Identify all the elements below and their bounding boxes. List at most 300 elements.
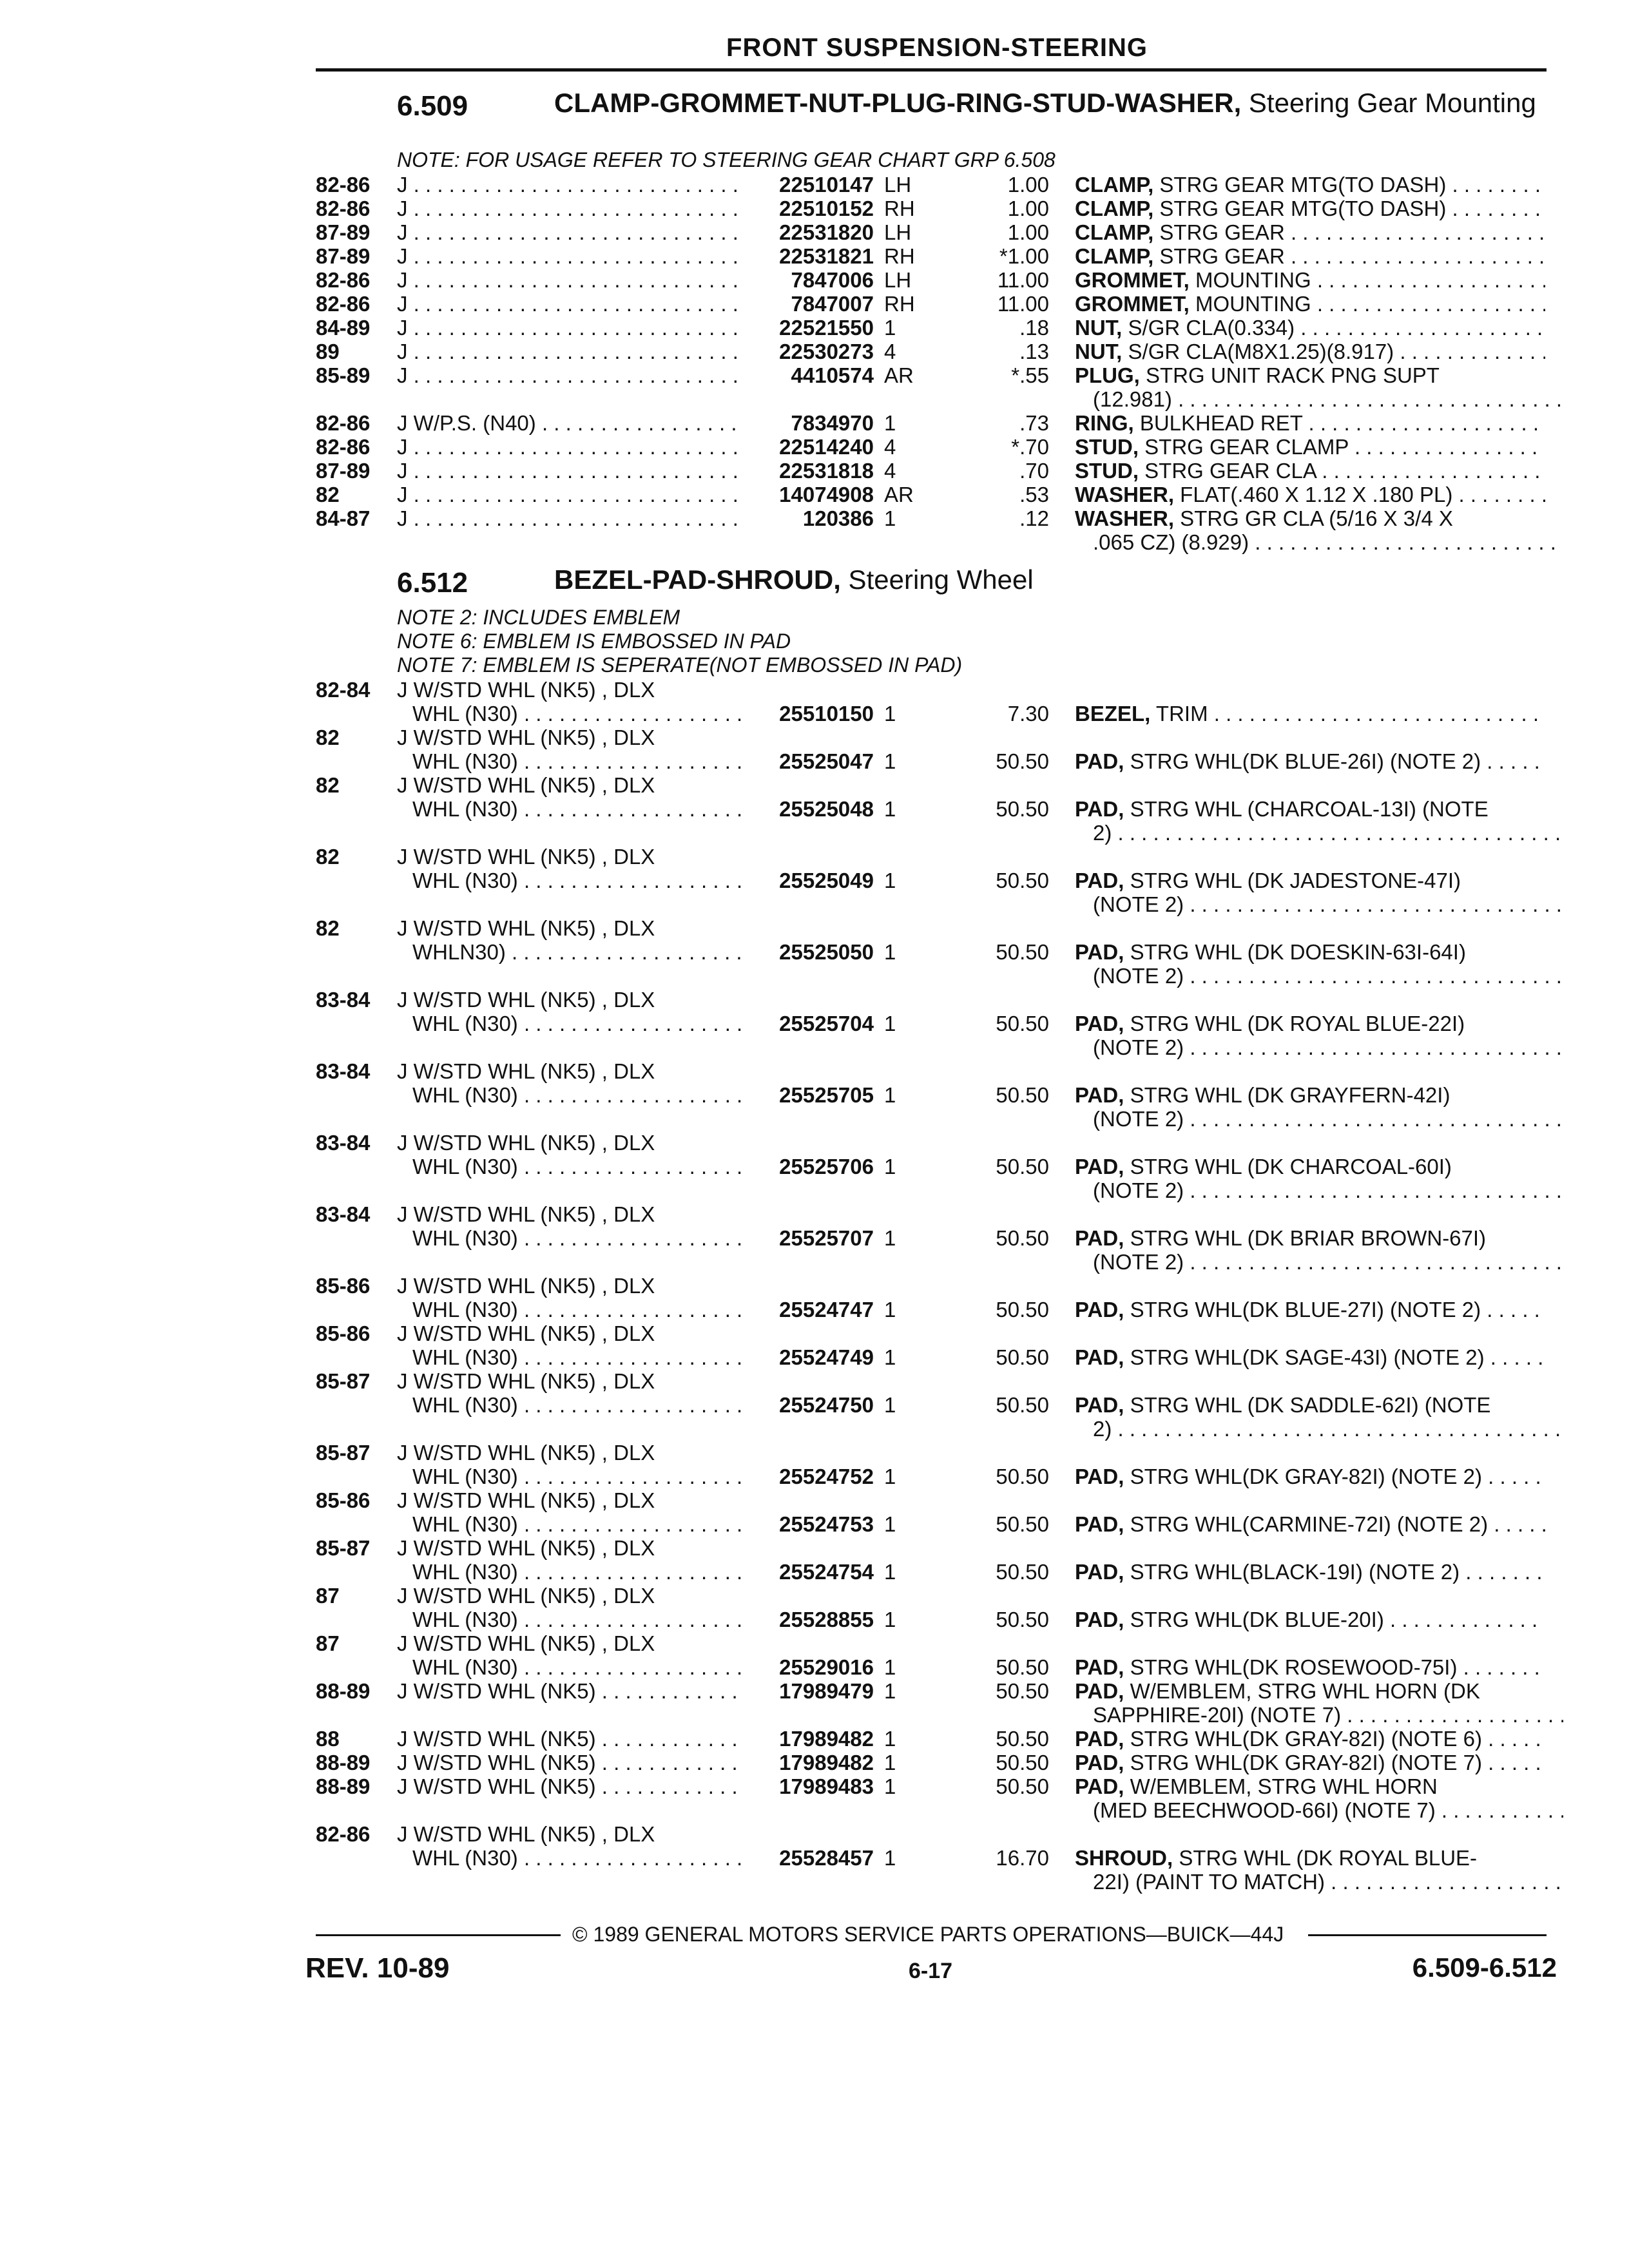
footer-rule [1308,1934,1547,1936]
application-cont: WHL (N30) . . . [412,1393,744,1417]
description-keyword: PAD, [1075,1727,1124,1751]
description-keyword: RING, [1075,411,1134,435]
description [1075,435,1545,459]
application: J W/STD WHL (NK5) , DLX [397,845,655,869]
description [1075,1012,1545,1035]
quantity: 1 [884,1226,896,1250]
table-row [0,459,1629,483]
part-number: 22531818 [779,459,874,483]
table-row [0,1536,1629,1560]
table-row [0,268,1629,292]
table-row-detail [0,1798,1629,1822]
part-number: 14074908 [779,483,874,506]
description [1075,797,1545,821]
table-row [0,1631,1629,1655]
part-number: 22530273 [779,340,874,363]
description [1075,702,1545,726]
description [1075,483,1545,506]
application: J W/STD WHL (NK5) . . . [397,1751,744,1774]
application: J W/STD WHL (NK5) . . . [397,1679,744,1703]
description [1075,869,1545,892]
table-row-detail [0,1345,1629,1369]
application-cont: WHL (N30) . . . [412,1345,744,1369]
model-year: 82-86 [316,197,371,220]
application-cont: WHL (N30) . . . [412,1298,744,1321]
description-text: W/EMBLEM, STRG WHL HORN (DK [1124,1679,1480,1703]
quantity: AR [884,363,914,387]
price: .13 [1019,340,1049,363]
description [1075,197,1545,220]
application: J W/STD WHL (NK5) , DLX [397,1202,655,1226]
description-text: STRG WHL (DK BRIAR BROWN-67I) [1124,1226,1487,1250]
description-text: STRG WHL(DK SAGE-43I) (NOTE 2) [1124,1345,1485,1369]
description-keyword: BEZEL, [1075,702,1151,726]
table-row [0,1488,1629,1512]
description-keyword: PAD, [1075,1751,1124,1774]
model-year: 87-89 [316,220,371,244]
model-year: 85-86 [316,1321,371,1345]
part-number: 7847007 [791,292,874,316]
description-text: MOUNTING [1189,292,1311,316]
description-cont: 22I) (PAINT TO MATCH) . . . [1093,1870,1563,1894]
model-year: 85-89 [316,363,371,387]
description-text: STRG WHL (DK ROYAL BLUE- [1173,1846,1478,1870]
quantity: 1 [884,1560,896,1584]
price: *1.00 [999,244,1049,268]
table-row [0,292,1629,316]
model-year: 87 [316,1631,340,1655]
application: J . . . [397,316,744,340]
price: .12 [1019,506,1049,530]
quantity: 1 [884,1155,896,1178]
description [1075,506,1545,530]
description-text: STRG WHL (DK ROYAL BLUE-22I) [1124,1012,1465,1035]
description-text: STRG WHL (CHARCOAL-13I) (NOTE [1124,797,1489,821]
description [1075,1226,1545,1250]
description-keyword: PAD, [1075,1226,1124,1250]
description [1075,749,1545,773]
part-number: 25525704 [779,1012,874,1035]
description-text: STRG WHL (DK JADESTONE-47I) [1124,869,1461,892]
model-year: 85-87 [316,1441,371,1465]
table-row-detail [0,1560,1629,1584]
application: J . . . [397,244,744,268]
application-cont: WHL (N30) . . . [412,749,744,773]
application: J W/STD WHL (NK5) . . . [397,1774,744,1798]
quantity: 1 [884,1512,896,1536]
model-year: 82-84 [316,678,371,702]
price: 50.50 [996,1751,1049,1774]
application-cont: WHL (N30) . . . [412,1226,744,1250]
table-row-detail [0,530,1629,554]
application-cont: WHL (N30) . . . [412,1512,744,1536]
description [1075,1155,1545,1178]
section-number: 6.512 [397,567,468,599]
table-row-detail [0,869,1629,892]
description-cont: (NOTE 2) . . . [1093,892,1563,916]
price: 50.50 [996,1345,1049,1369]
page-number: 6-17 [909,1959,953,1983]
model-year: 84-87 [316,506,371,530]
description-keyword: PLUG, [1075,363,1140,387]
description-cont: (MED BEECHWOOD-66I) (NOTE 7) . . . [1093,1798,1563,1822]
model-year: 82-86 [316,435,371,459]
section-title-main: BEZEL-PAD-SHROUD, [554,564,841,595]
application-cont: WHL (N30) . . . [412,1608,744,1631]
model-year: 83-84 [316,988,371,1012]
part-number: 25524749 [779,1345,874,1369]
description-text: STRG WHL (DK CHARCOAL-60I) [1124,1155,1452,1178]
description [1075,244,1545,268]
section-title [554,564,1547,595]
table-row [0,173,1629,197]
price: 50.50 [996,1679,1049,1703]
table-row [0,1822,1629,1846]
part-number: 25529016 [779,1655,874,1679]
description-cont: (NOTE 2) . . . [1093,1107,1563,1131]
application: J W/STD WHL (NK5) , DLX [397,773,655,797]
table-row-detail [0,1465,1629,1488]
part-number: 7847006 [791,268,874,292]
table-row-detail [0,1250,1629,1274]
description [1075,1774,1545,1798]
price: .70 [1019,459,1049,483]
description-keyword: PAD, [1075,749,1124,773]
table-row-detail [0,1083,1629,1107]
quantity: 1 [884,1751,896,1774]
price: 50.50 [996,1655,1049,1679]
quantity: 1 [884,1298,896,1321]
description-keyword: WASHER, [1075,483,1175,506]
application-cont: WHL (N30) . . . [412,1155,744,1178]
application-cont: WHL (N30) . . . [412,1465,744,1488]
section-range: 6.509-6.512 [1412,1952,1557,1983]
price: 50.50 [996,797,1049,821]
table-row [0,845,1629,869]
description-keyword: STUD, [1075,459,1139,483]
model-year: 82-86 [316,173,371,197]
application: J W/STD WHL (NK5) , DLX [397,988,655,1012]
description [1075,268,1545,292]
description-keyword: CLAMP, [1075,244,1154,268]
description [1075,940,1545,964]
application: J W/STD WHL (NK5) , DLX [397,1369,655,1393]
table-row-detail [0,1846,1629,1870]
table-row-detail [0,1178,1629,1202]
application: J W/STD WHL (NK5) , DLX [397,1274,655,1298]
quantity: 1 [884,1608,896,1631]
quantity: 1 [884,797,896,821]
description-keyword: CLAMP, [1075,173,1154,197]
part-number: 17989482 [779,1727,874,1751]
table-row [0,411,1629,435]
quantity: LH [884,268,912,292]
table-row-detail [0,1655,1629,1679]
price: 50.50 [996,1155,1049,1178]
price: .53 [1019,483,1049,506]
table-row [0,1321,1629,1345]
price: 11.00 [997,268,1049,292]
copyright-text: © 1989 GENERAL MOTORS SERVICE PARTS OPERATIONS—BUICK—44J [572,1923,1284,1946]
quantity: 1 [884,1012,896,1035]
quantity: 1 [884,1679,896,1703]
description-cont: (NOTE 2) . . . [1093,1035,1563,1059]
table-row [0,363,1629,387]
part-number: 25524752 [779,1465,874,1488]
price: 50.50 [996,940,1049,964]
description-keyword: PAD, [1075,1774,1124,1798]
table-row-detail [0,1512,1629,1536]
quantity: 1 [884,506,896,530]
quantity: RH [884,197,915,220]
model-year: 87 [316,1584,340,1608]
section-note: NOTE: FOR USAGE REFER TO STEERING GEAR CHART GRP 6.508 [397,148,1055,171]
application: J W/STD WHL (NK5) , DLX [397,1441,655,1465]
model-year: 83-84 [316,1131,371,1155]
part-number: 22510147 [779,173,874,197]
part-number: 25525705 [779,1083,874,1107]
description-keyword: SHROUD, [1075,1846,1173,1870]
header-rule [316,68,1547,72]
table-row-detail [0,387,1629,411]
table-row-detail [0,1417,1629,1441]
table-row [0,1202,1629,1226]
table-row-detail [0,1012,1629,1035]
part-number: 22531821 [779,244,874,268]
table-row [0,506,1629,530]
description-text: STRG GEAR MTG(TO DASH) [1153,173,1447,197]
description-cont: 2) . . . [1093,821,1563,845]
model-year: 83-84 [316,1059,371,1083]
description [1075,340,1545,363]
description-text: STRG WHL (DK SADDLE-62I) (NOTE [1124,1393,1491,1417]
description-text: S/GR CLA(M8X1.25)(8.917) [1122,340,1394,363]
application: J W/STD WHL (NK5) . . . [397,1727,744,1751]
application: J W/STD WHL (NK5) , DLX [397,1584,655,1608]
model-year: 85-86 [316,1274,371,1298]
description-keyword: STUD, [1075,435,1139,459]
description-keyword: PAD, [1075,1655,1124,1679]
model-year: 88-89 [316,1774,371,1798]
table-row [0,1679,1629,1703]
description-text: STRG WHL(DK GRAY-82I) (NOTE 6) [1124,1727,1482,1751]
table-row-detail [0,1107,1629,1131]
description-keyword: WASHER, [1075,506,1175,530]
quantity: 1 [884,1727,896,1751]
application: J W/STD WHL (NK5) , DLX [397,1321,655,1345]
quantity: 4 [884,459,896,483]
model-year: 89 [316,340,340,363]
part-number: 25525707 [779,1226,874,1250]
description [1075,459,1545,483]
application-cont: WHL (N30) . . . [412,1560,744,1584]
part-number: 17989479 [779,1679,874,1703]
application-cont: WHL (N30) . . . [412,1655,744,1679]
model-year: 87-89 [316,459,371,483]
price: 1.00 [1007,220,1049,244]
application: J . . . [397,506,744,530]
description-text: STRG GR CLA (5/16 X 3/4 X [1174,506,1453,530]
table-row [0,483,1629,506]
price: 50.50 [996,1012,1049,1035]
section-note: NOTE 6: EMBLEM IS EMBOSSED IN PAD [397,629,791,653]
application: J . . . [397,459,744,483]
description [1075,363,1545,387]
model-year: 88 [316,1727,340,1751]
part-number: 25524747 [779,1298,874,1321]
application-cont: WHL (N30) . . . [412,869,744,892]
model-year: 85-87 [316,1536,371,1560]
application: J . . . [397,197,744,220]
description-text: STRG WHL(BLACK-19I) (NOTE 2) [1124,1560,1460,1584]
section-title [554,90,1547,116]
price: 1.00 [1007,197,1049,220]
part-number: 25525050 [779,940,874,964]
quantity: LH [884,173,912,197]
quantity: RH [884,244,915,268]
application: J W/STD WHL (NK5) , DLX [397,1822,655,1846]
description-keyword: PAD, [1075,1083,1124,1107]
description-keyword: NUT, [1075,340,1123,363]
description-keyword: PAD, [1075,1155,1124,1178]
description-text: TRIM [1150,702,1208,726]
price: 50.50 [996,1226,1049,1250]
price: 50.50 [996,1393,1049,1417]
table-row [0,1584,1629,1608]
description [1075,1083,1545,1107]
model-year: 82-86 [316,411,371,435]
application: J W/STD WHL (NK5) , DLX [397,678,655,702]
part-number: 25510150 [779,702,874,726]
part-number: 17989482 [779,1751,874,1774]
application: J . . . [397,363,744,387]
model-year: 82-86 [316,292,371,316]
quantity: 1 [884,1655,896,1679]
table-row [0,1727,1629,1751]
description-text: STRG GEAR [1153,244,1285,268]
application: J W/P.S. (N40) . . . [397,411,744,435]
table-row [0,244,1629,268]
description-keyword: PAD, [1075,1560,1124,1584]
part-number: 22514240 [779,435,874,459]
model-year: 82 [316,916,340,940]
part-number: 17989483 [779,1774,874,1798]
quantity: LH [884,220,912,244]
description-text: STRG GEAR CLA [1139,459,1316,483]
quantity: 1 [884,1345,896,1369]
table-row [0,678,1629,702]
description-keyword: PAD, [1075,1465,1124,1488]
part-number: 25524754 [779,1560,874,1584]
table-row [0,1274,1629,1298]
description-keyword: CLAMP, [1075,197,1154,220]
quantity: AR [884,483,914,506]
description [1075,173,1545,197]
description-text: FLAT(.460 X 1.12 X .180 PL) [1174,483,1453,506]
description-text: STRG WHL(CARMINE-72I) (NOTE 2) [1124,1512,1489,1536]
table-row-detail [0,940,1629,964]
application: J . . . [397,268,744,292]
description [1075,1393,1545,1417]
table-row-detail [0,964,1629,988]
price: *.55 [1011,363,1049,387]
description [1075,292,1545,316]
part-number: 25528855 [779,1608,874,1631]
part-number: 7834970 [791,411,874,435]
description-text: STRG WHL(DK GRAY-82I) (NOTE 2) [1124,1465,1482,1488]
application: J W/STD WHL (NK5) , DLX [397,1488,655,1512]
part-number: 4410574 [791,363,874,387]
description-text: STRG WHL(DK BLUE-27I) (NOTE 2) [1124,1298,1481,1321]
description-keyword: PAD, [1075,1012,1124,1035]
section-title-main: CLAMP-GROMMET-NUT-PLUG-RING-STUD-WASHER, [554,88,1242,118]
price: 50.50 [996,1083,1049,1107]
quantity: 1 [884,1393,896,1417]
table-row [0,316,1629,340]
application: J . . . [397,483,744,506]
table-row [0,1369,1629,1393]
part-number: 25524750 [779,1393,874,1417]
description-text: STRG UNIT RACK PNG SUPT [1139,363,1440,387]
quantity: 1 [884,749,896,773]
description-text: S/GR CLA(0.334) [1122,316,1295,340]
description-keyword: PAD, [1075,1393,1124,1417]
part-number: 22531820 [779,220,874,244]
description-keyword: PAD, [1075,797,1124,821]
model-year: 85-87 [316,1369,371,1393]
description-keyword: NUT, [1075,316,1123,340]
description-text: MOUNTING [1189,268,1311,292]
table-row [0,197,1629,220]
description-keyword: PAD, [1075,1608,1124,1631]
revision-label: REV. 10-89 [305,1952,450,1984]
part-number: 120386 [802,506,874,530]
price: 50.50 [996,749,1049,773]
table-row-detail [0,702,1629,726]
model-year: 83-84 [316,1202,371,1226]
description-keyword: GROMMET, [1075,292,1190,316]
description [1075,1345,1545,1369]
quantity: 1 [884,1846,896,1870]
quantity: 1 [884,411,896,435]
price: 50.50 [996,1560,1049,1584]
part-number: 25525047 [779,749,874,773]
description [1075,411,1545,435]
description [1075,316,1545,340]
description [1075,1751,1545,1774]
table-row-detail [0,749,1629,773]
description-keyword: PAD, [1075,1298,1124,1321]
description-keyword: PAD, [1075,1679,1124,1703]
table-row-detail [0,1608,1629,1631]
quantity: 1 [884,702,896,726]
table-row [0,1059,1629,1083]
application: J . . . [397,435,744,459]
part-number: 25525049 [779,869,874,892]
model-year: 88-89 [316,1751,371,1774]
description-text: STRG GEAR MTG(TO DASH) [1153,197,1447,220]
description [1075,1679,1545,1703]
application: J . . . [397,220,744,244]
price: 7.30 [1007,702,1049,726]
description-keyword: PAD, [1075,1512,1124,1536]
table-row [0,773,1629,797]
description [1075,1608,1545,1631]
table-row [0,916,1629,940]
application: J W/STD WHL (NK5) , DLX [397,726,655,749]
description-cont: .065 CZ) (8.929) . . . [1093,530,1563,554]
description [1075,1727,1545,1751]
